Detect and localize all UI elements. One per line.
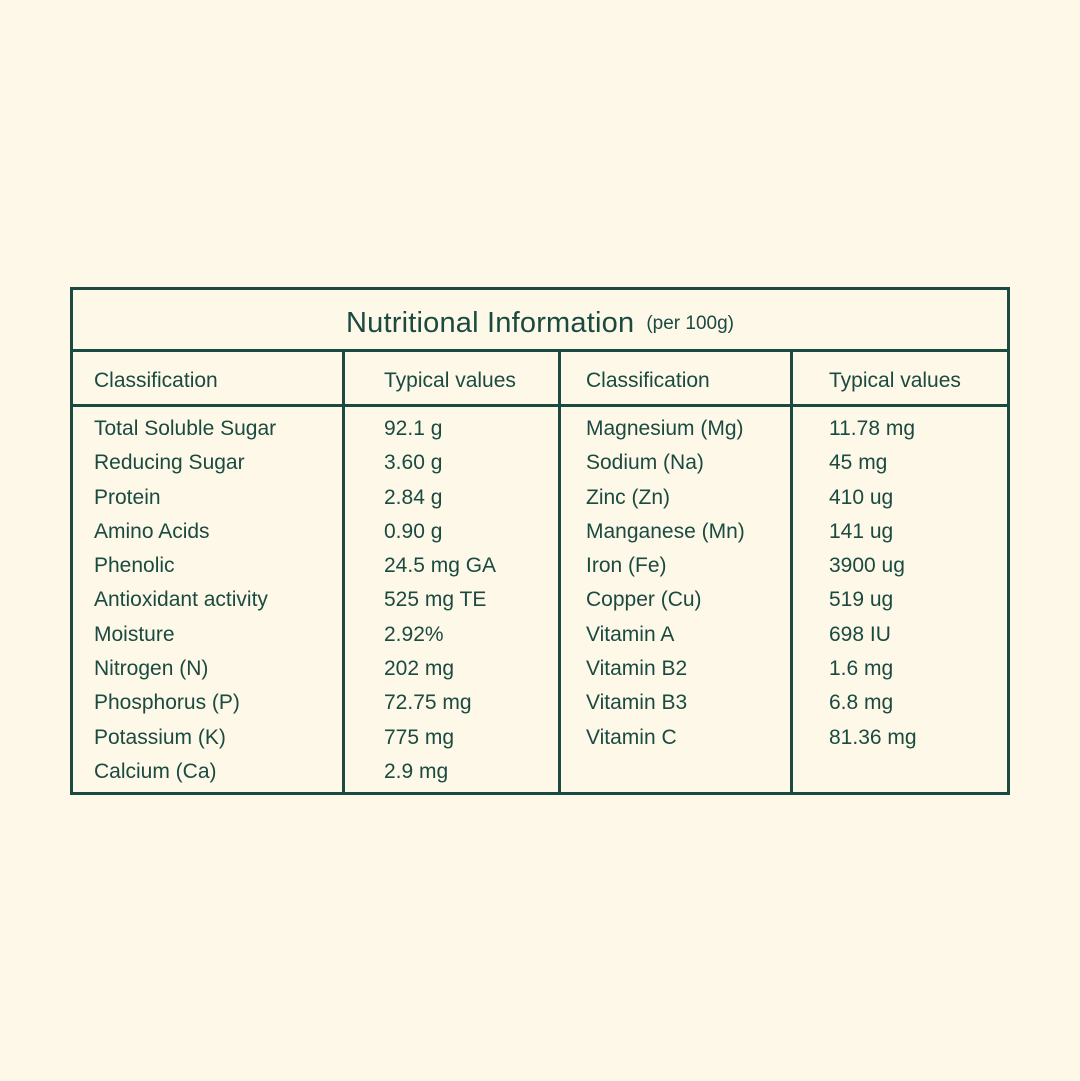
nutrition-table	[70, 287, 1010, 795]
nutrient-value-right: 81.36 mg	[829, 725, 917, 749]
table-row	[73, 688, 1007, 722]
table-header-row	[73, 355, 1007, 407]
nutrient-value-right: 698 IU	[829, 622, 891, 646]
nutrient-value-left: 525 mg TE	[384, 588, 487, 612]
table-row	[73, 585, 1007, 619]
nutrient-value-left: 24.5 mg GA	[384, 554, 497, 578]
table-row	[73, 551, 1007, 585]
nutrient-name-left: Amino Acids	[94, 519, 210, 543]
nutrient-value-left: 202 mg	[384, 657, 455, 681]
nutrient-value-right: 410 ug	[829, 485, 894, 509]
table-row	[73, 654, 1007, 688]
table-row	[73, 448, 1007, 482]
nutrient-value-left: 92.1 g	[384, 417, 443, 440]
nutrient-name-right: Vitamin B2	[586, 657, 688, 681]
nutrient-name-right: Copper (Cu)	[586, 588, 702, 612]
table-body	[73, 414, 1007, 791]
nutrient-value-left: 2.92%	[384, 622, 444, 646]
nutrient-value-left: 72.75 mg	[384, 691, 472, 715]
nutrient-name-left: Potassium (K)	[94, 725, 226, 749]
nutrient-name-left: Nitrogen (N)	[94, 657, 209, 681]
nutrient-value-right: 141 ug	[829, 519, 894, 543]
nutrient-value-left: 775 mg	[384, 725, 455, 749]
table-row	[73, 414, 1007, 448]
nutrient-value-right: 11.78 mg	[829, 417, 915, 440]
nutrient-name-right: Iron (Fe)	[586, 554, 667, 578]
nutrient-name-left: Calcium (Ca)	[94, 759, 217, 783]
nutrient-name-right: Magnesium (Mg)	[586, 417, 744, 440]
nutrient-name-left: Protein	[94, 485, 161, 509]
nutrient-value-left: 0.90 g	[384, 519, 443, 543]
nutrient-name-left: Moisture	[94, 622, 175, 646]
table-row	[73, 483, 1007, 517]
table-row	[73, 757, 1007, 791]
nutrient-value-left: 2.84 g	[384, 485, 443, 509]
table-title-note: (per 100g)	[646, 312, 734, 334]
header-values-left: Typical values	[384, 369, 516, 392]
nutrient-value-left: 2.9 mg	[384, 759, 449, 783]
nutrient-name-right: Sodium (Na)	[586, 451, 704, 475]
nutrient-value-right: 519 ug	[829, 588, 894, 612]
table-row	[73, 620, 1007, 654]
table-row	[73, 723, 1007, 757]
nutrient-value-right: 45 mg	[829, 451, 888, 475]
table-row	[73, 517, 1007, 551]
table-title-row	[73, 290, 1007, 352]
table-title: Nutritional Information	[346, 307, 635, 339]
header-values-right: Typical values	[829, 369, 961, 392]
nutrient-name-right: Vitamin A	[586, 622, 675, 646]
nutrient-name-right: Zinc (Zn)	[586, 485, 670, 509]
nutrient-value-right: 1.6 mg	[829, 657, 894, 681]
nutrient-name-left: Antioxidant activity	[94, 588, 268, 612]
nutrient-value-right: 3900 ug	[829, 554, 905, 578]
nutrient-value-right: 6.8 mg	[829, 691, 894, 715]
nutrient-name-left: Total Soluble Sugar	[94, 417, 277, 440]
nutrient-name-right: Manganese (Mn)	[586, 519, 745, 543]
nutrient-name-right: Vitamin B3	[586, 691, 688, 715]
header-classification-left: Classification	[94, 369, 218, 392]
nutrient-name-left: Phosphorus (P)	[94, 691, 240, 715]
nutrient-name-left: Reducing Sugar	[94, 451, 245, 475]
nutrient-name-left: Phenolic	[94, 554, 175, 578]
nutrient-name-right: Vitamin C	[586, 725, 677, 749]
header-classification-right: Classification	[586, 369, 710, 392]
nutrient-value-left: 3.60 g	[384, 451, 443, 475]
